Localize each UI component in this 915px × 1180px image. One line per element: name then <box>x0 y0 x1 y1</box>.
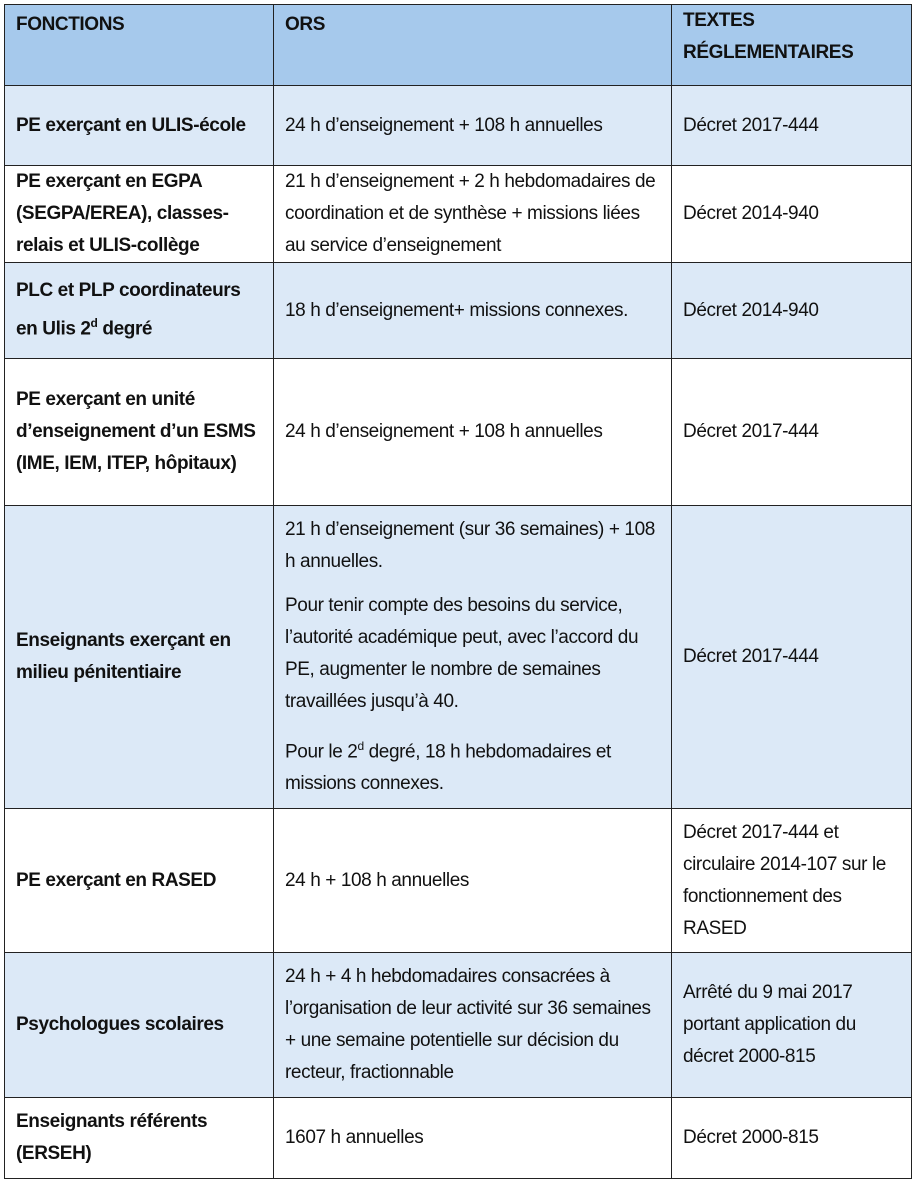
cell-fonction: PLC et PLP coordinateurs en Ulis 2$^d$ degré <box>5 263 274 359</box>
cell-textes: Décret 2014-940 <box>672 263 912 359</box>
cell-fonction: Psychologues scolaires <box>5 953 274 1098</box>
cell-fonction: PE exerçant en ULIS-école <box>5 86 274 166</box>
header-fonctions: FONCTIONS <box>5 5 274 86</box>
table-row <box>5 809 912 953</box>
cell-fonction: PE exerçant en EGPA (SEGPA/EREA), classes-relais et ULIS-collège <box>5 166 274 263</box>
ors-paragraph: 18 h d’enseignement+ missions connexes. <box>285 299 628 321</box>
header-textes: TEXTES RÉGLEMENTAIRES <box>672 5 912 86</box>
ors-paragraph: 24 h d’enseignement + 108 h annuelles <box>285 114 603 136</box>
ors-paragraph: 24 h + 108 h annuelles <box>285 869 470 891</box>
ors-paragraph: 24 h + 4 h hebdomadaires consacrées à l’organisation de leur activité sur 36 semaines + une semaine potentielle sur décision du recteur, fractionnable <box>285 966 651 1083</box>
cell-textes: Décret 2017-444 <box>672 506 912 809</box>
cell-textes: Décret 2017-444 <box>672 86 912 166</box>
cell-ors <box>274 953 672 1098</box>
cell-ors <box>274 506 672 809</box>
cell-fonction: Enseignants référents (ERSEH) <box>5 1098 274 1179</box>
cell-ors <box>274 86 672 166</box>
table-row <box>5 506 912 809</box>
cell-ors <box>274 166 672 263</box>
cell-ors <box>274 809 672 953</box>
cell-textes: Arrêté du 9 mai 2017 portant application du décret 2000-815 <box>672 953 912 1098</box>
ors-paragraph: Pour tenir compte des besoins du service, l’autorité académique peut, avec l’accord du PE, augmenter le nombre de semaines travaillées jusqu’à 40. <box>285 594 639 712</box>
table-row <box>5 263 912 359</box>
cell-ors <box>274 359 672 506</box>
table-row <box>5 1098 912 1179</box>
ors-paragraph: 1607 h annuelles <box>285 1127 424 1148</box>
cell-textes: Décret 2017-444 et circulaire 2014-107 sur le fonctionnement des RASED <box>672 809 912 953</box>
cell-textes: Décret 2000-815 <box>672 1098 912 1179</box>
table-row <box>5 86 912 166</box>
ors-paragraph: Pour le 2$^d$ degré, 18 h hebdomadaires et missions connexes. <box>285 738 611 795</box>
cell-ors <box>274 1098 672 1179</box>
header-row <box>5 5 912 86</box>
cell-textes: Décret 2017-444 <box>672 359 912 506</box>
cell-ors <box>274 263 672 359</box>
cell-fonction: PE exerçant en RASED <box>5 809 274 953</box>
cell-fonction: PE exerçant en unité d’enseignement d’un ESMS (IME, IEM, ITEP, hôpitaux) <box>5 359 274 506</box>
table-row <box>5 359 912 506</box>
ors-table <box>4 4 912 1179</box>
cell-fonction: Enseignants exerçant en milieu pénitentiaire <box>5 506 274 809</box>
ors-paragraph: 21 h d’enseignement (sur 36 semaines) + 108 h annuelles. <box>285 518 655 572</box>
table-row <box>5 166 912 263</box>
ors-paragraph: 21 h d’enseignement + 2 h hebdomadaires de coordination et de synthèse + missions liées au service d’enseignement <box>285 171 656 256</box>
cell-textes: Décret 2014-940 <box>672 166 912 263</box>
header-ors: ORS <box>274 5 672 86</box>
ors-paragraph: 24 h d’enseignement + 108 h annuelles <box>285 421 603 442</box>
table-row <box>5 953 912 1098</box>
